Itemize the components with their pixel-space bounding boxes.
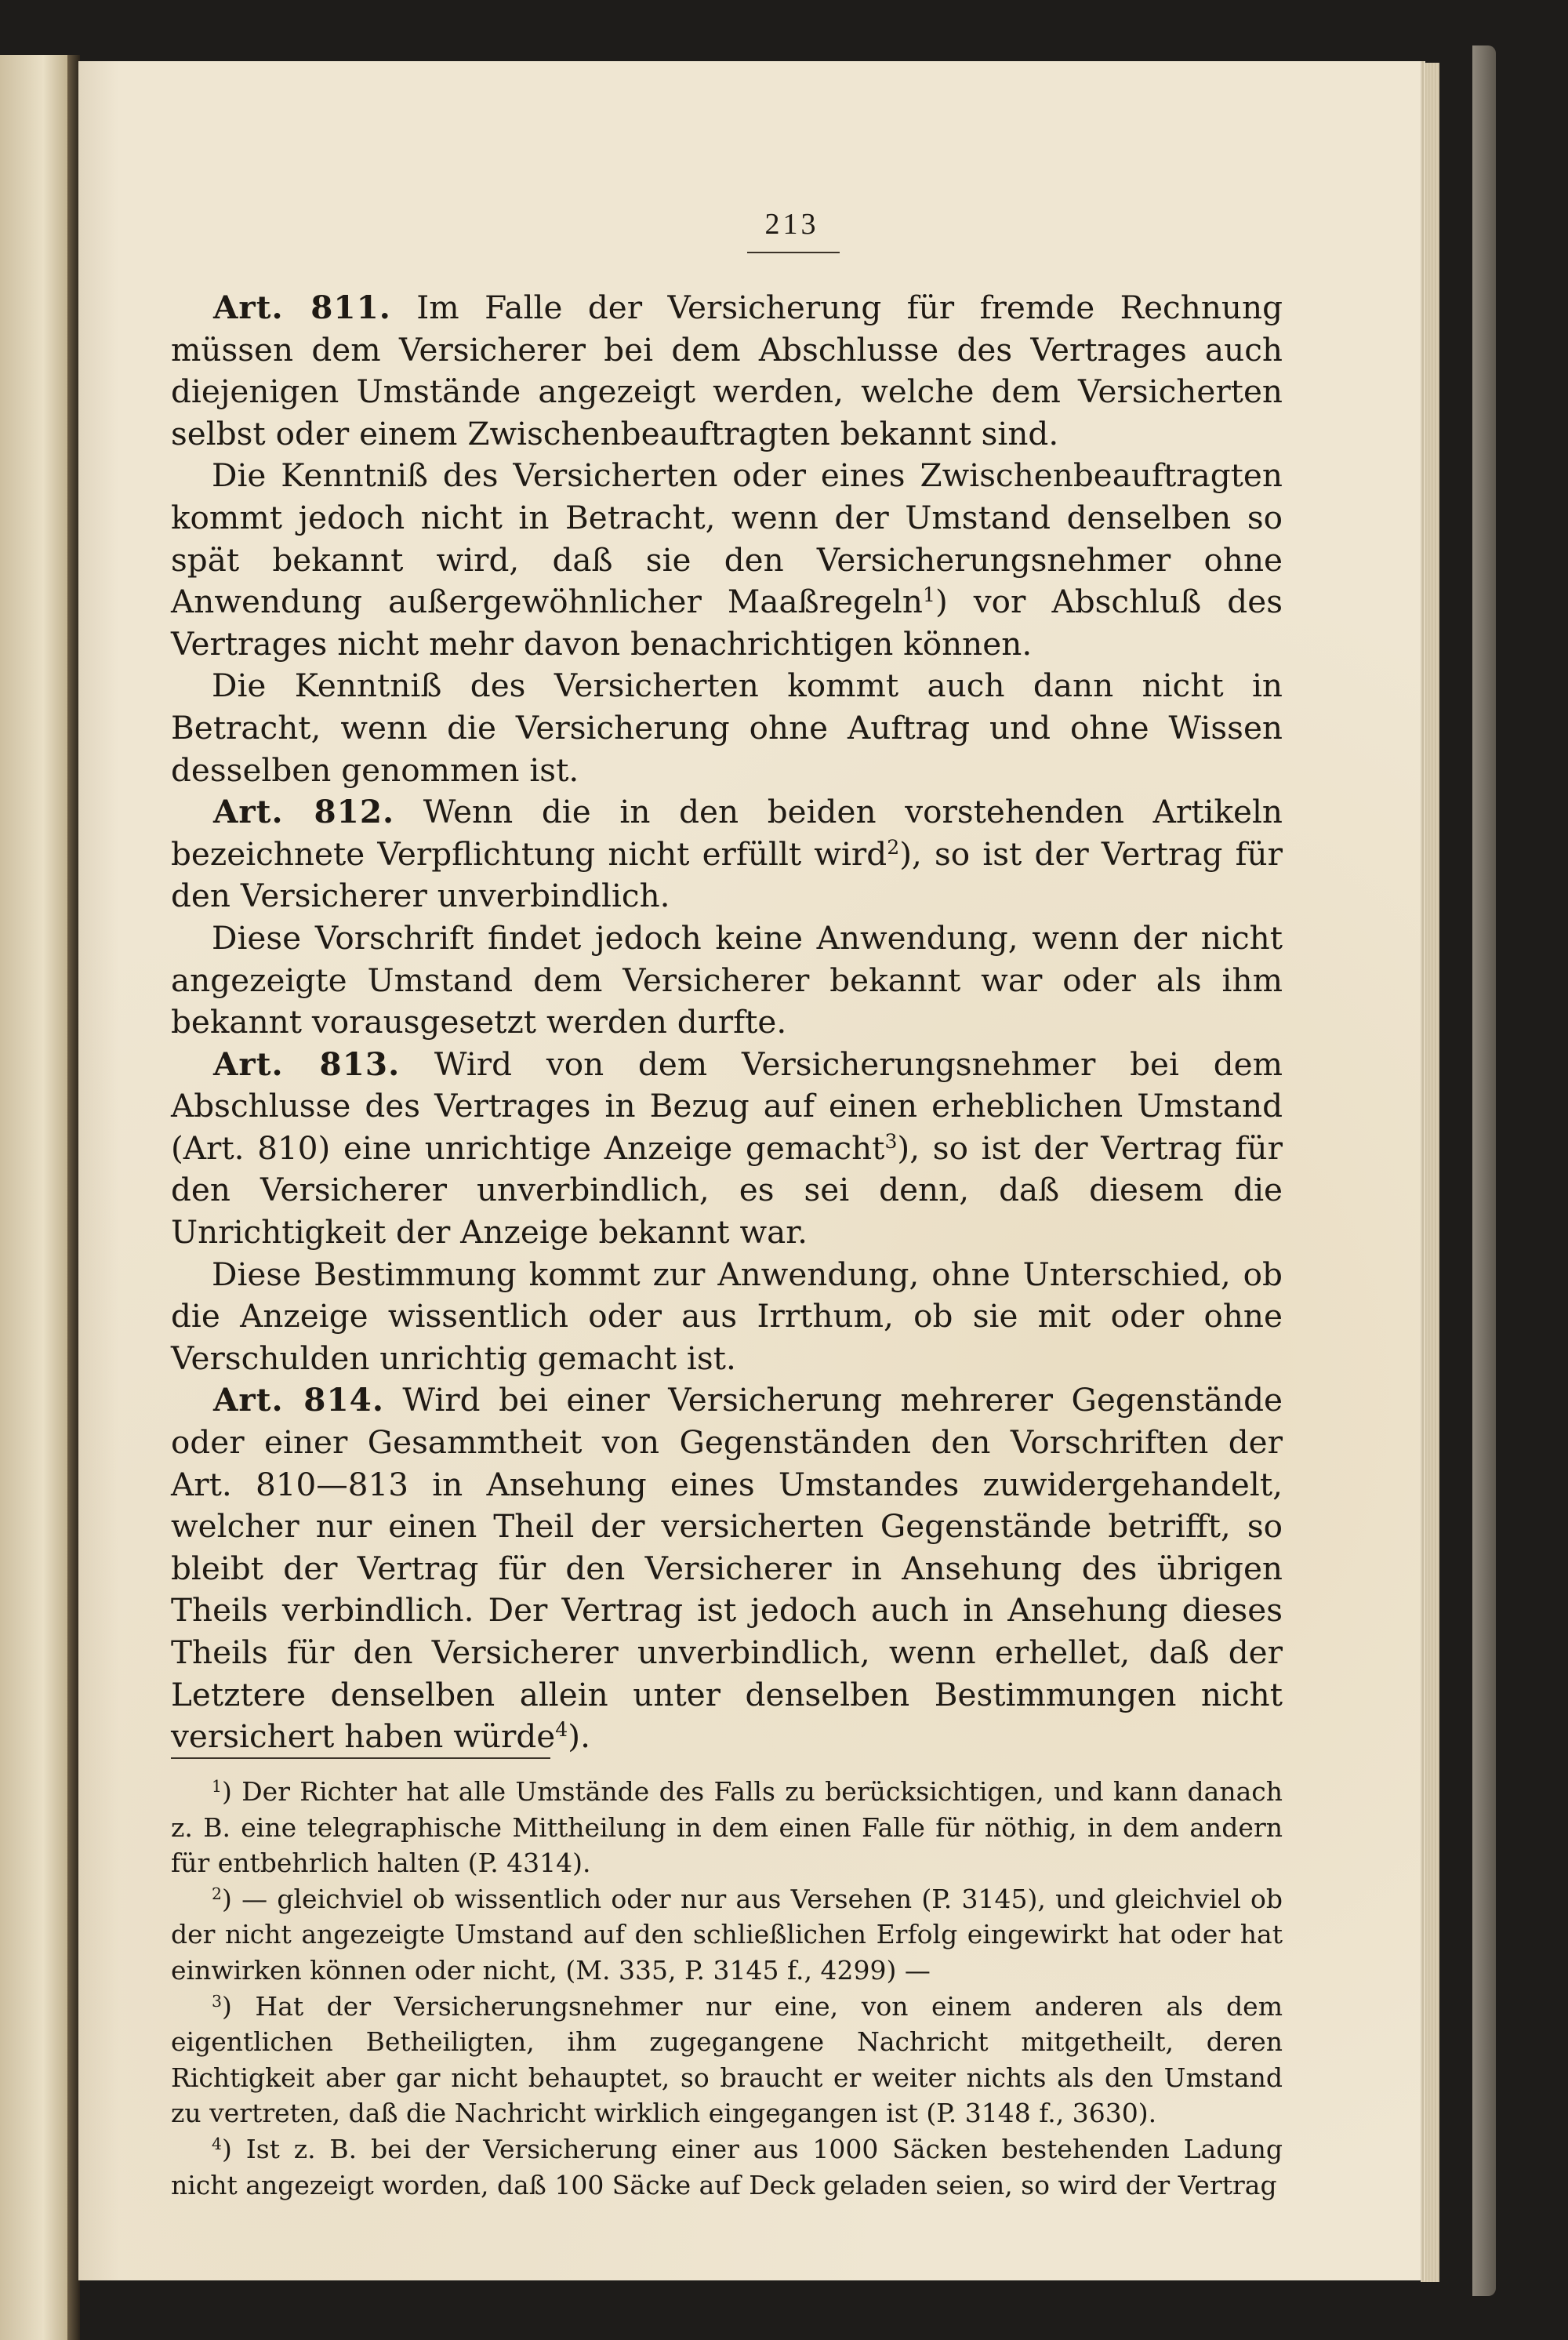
article-label: Art. 813. [213, 1045, 401, 1083]
footnote [171, 1774, 1283, 1881]
footnote-mark: 1 [212, 1776, 223, 1796]
body-paragraph [171, 917, 1283, 1044]
body-paragraph [171, 665, 1283, 791]
footnote-mark: 3 [212, 1991, 223, 2011]
footnote-text: ) Ist z. B. bei der Versicherung einer aus 1000 Säcken bestehenden Ladung nicht angezeigt worden, daß 100 Säcke auf Deck geladen seien, so wird der Vertrag [171, 2133, 1283, 2200]
footnote-ref: 4 [555, 1718, 568, 1742]
paragraph-text: Die Kenntniß des Versicherten kommt auch dann nicht in Betracht, wenn die Versicherung ohne Auftrag und ohne Wissen desselben genommen ist. [171, 667, 1283, 789]
footnote-text: ) — gleichviel ob wissentlich oder nur aus Versehen (P. 3145), und gleichviel ob der nicht angezeigte Umstand auf den schließlichen Erfolg eingewirkt hat oder hat einwirken können oder nicht, (M. 335, P. 3145 f., 4299) — [171, 1883, 1283, 1986]
footnote-mark: 2 [212, 1884, 223, 1903]
footnote-ref: 1 [922, 583, 935, 607]
article-label: Art. 811. [213, 289, 391, 326]
article-label: Art. 812. [213, 793, 395, 831]
paragraph-text: Diese Bestimmung kommt zur Anwendung, ohne Unterschied, ob die Anzeige wissentlich oder aus Irrthum, ob sie mit oder ohne Verschulden unrichtig gemacht ist. [171, 1255, 1283, 1377]
article-text: ), so ist der Vertrag für den Versicherer unverbindlich. [171, 834, 1283, 915]
article-text: Im Falle der Versicherung für fremde Rechnung müssen dem Versicherer bei dem Abschlusse des Vertrages auch diejenigen Umstände angezeigt werden, welche dem Versicherten selbst oder einem Zwischenbeauftragten bekannt sind. [171, 289, 1283, 452]
article-812-paragraph [171, 791, 1283, 917]
article-text: Wird bei einer Versicherung mehrerer Gegenstände oder einer Gesammtheit von Gegenständen den Vorschriften der Art. 810—813 in Ansehung eines Umstandes zuwidergehandelt, welcher nur einen Theil der versicherten Gegenstände betrifft, so bleibt der Vertrag für den Versicherer in Ansehung des übrigen Theils verbindlich. Der Vertrag ist jedoch auch in Ansehung dieses Theils für den Versicherer unverbindlich, wenn erhellet, daß der Letztere denselben allein unter denselben Bestimmungen nicht versichert haben würde [171, 1381, 1283, 1756]
page-number-rule [747, 252, 840, 253]
page-number: 213 [764, 208, 819, 241]
footnote-ref: 3 [884, 1130, 898, 1154]
article-text: Wenn die in den beiden vorstehenden Artikeln bezeichnete Verpflichtung nicht erfüllt wird [171, 793, 1283, 873]
page-stack-edge [1421, 63, 1439, 2282]
footnote [171, 2131, 1283, 2203]
footnote-separator [171, 1757, 550, 1759]
book-cover-board [1472, 45, 1496, 2296]
paragraph-text: Die Kenntniß des Versicherten oder eines Zwischenbeauftragten kommt jedoch nicht in Betracht, wenn der Umstand denselben so spät bekannt wird, daß sie den Versicherungsnehmer ohne Anwendung außergewöhnlicher Maaßregeln [171, 456, 1283, 621]
paragraph-text: Diese Vorschrift findet jedoch keine Anwendung, wenn der nicht angezeigte Umstand dem Versicherer bekannt war oder als ihm bekannt vorausgesetzt werden durfte. [171, 918, 1283, 1041]
facing-page-edge [0, 55, 72, 2340]
article-text: ). [568, 1717, 590, 1756]
article-813-paragraph [171, 1044, 1283, 1254]
article-text: ), so ist der Vertrag für den Versicherer unverbindlich, es sei denn, daß diesem die Unrichtigkeit der Anzeige bekannt war. [171, 1128, 1283, 1252]
footnote-text: ) Hat der Versicherungsnehmer nur eine, von einem anderen als dem eigentlichen Betheiligten, ihm zugegangene Nachricht mitgetheilt, deren Richtigkeit aber gar nicht behauptet, so braucht er weiter nichts als den Umstand zu vertreten, daß die Nachricht wirklich eingegangen ist (P. 3148 f., 3630). [171, 1990, 1283, 2129]
main-text [171, 287, 1283, 1758]
footnote [171, 1989, 1283, 2131]
footnote [171, 1881, 1283, 1989]
paragraph-text: ) vor Abschluß des Vertrages nicht mehr davon benachrichtigen können. [171, 583, 1283, 663]
footnote-mark: 4 [212, 2134, 223, 2153]
footnote-ref: 2 [887, 835, 900, 859]
article-text: Wird von dem Versicherungsnehmer bei dem Abschlusse des Vertrages in Bezug auf einen erheblichen Umstand (Art. 810) eine unrichtige Anzeige gemacht [171, 1045, 1283, 1167]
article-label: Art. 814. [213, 1381, 384, 1419]
footnotes [171, 1774, 1283, 2203]
book-page [78, 61, 1421, 2280]
article-814-paragraph [171, 1379, 1283, 1757]
body-paragraph [171, 455, 1283, 665]
footnote-text: ) Der Richter hat alle Umstände des Falls zu berücksichtigen, und kann danach z. B. eine telegraphische Mittheilung in dem einen Falle für nöthig, in dem andern für entbehrlich halten (P. 4314). [171, 1776, 1283, 1879]
article-811-paragraph [171, 287, 1283, 455]
body-paragraph [171, 1254, 1283, 1380]
